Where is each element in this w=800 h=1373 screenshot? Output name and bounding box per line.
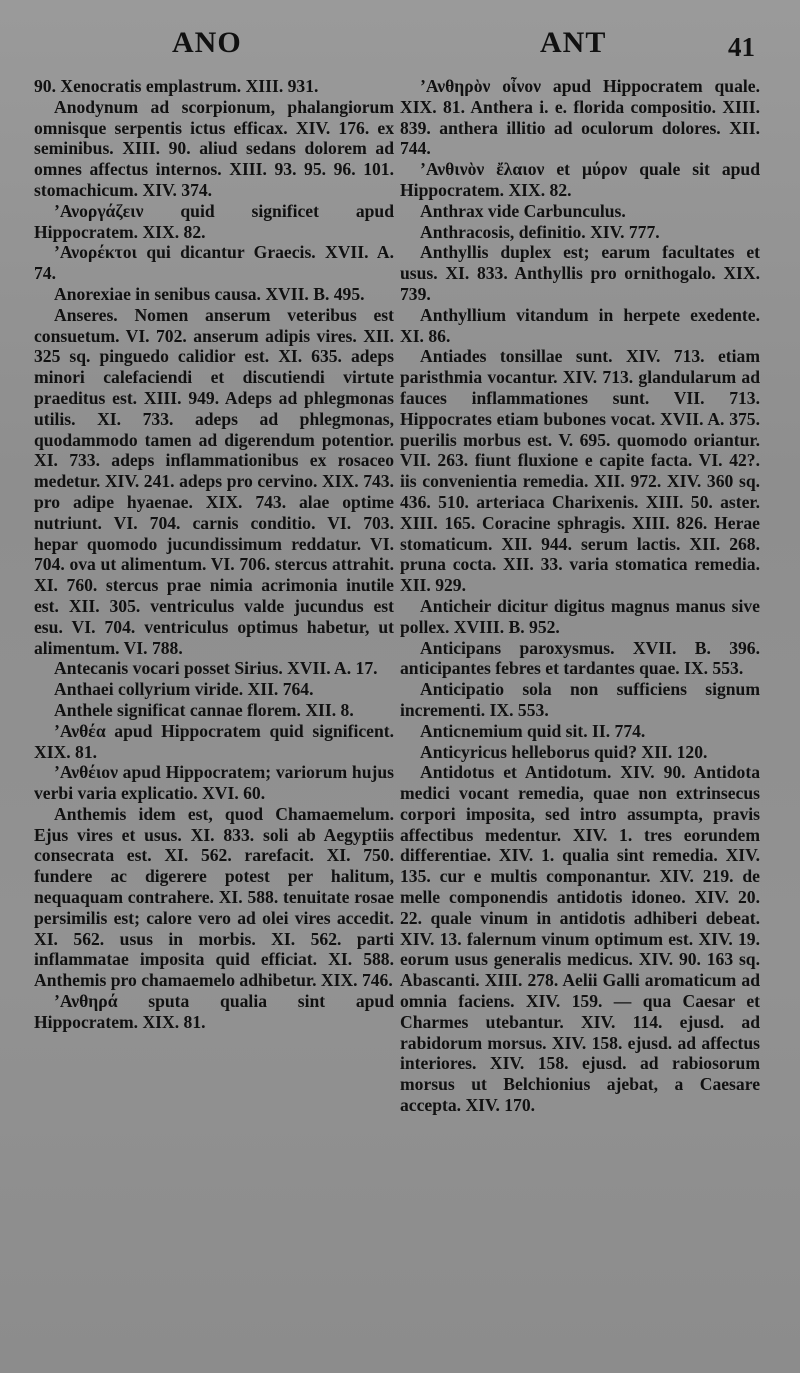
entry: ʼΑνθηρὸν οἶνον apud Hippocratem quale. XIX. 81. Anthera i. e. florida compositio. XIII. 839. anthera illitio ad oculorum dolores. XII. 744. <box>400 76 760 159</box>
entry: Anthele significat cannae florem. XII. 8. <box>54 699 354 720</box>
entry: Anodynum ad scorpionum, phalangiorum omnisque serpentis ictus efficax. XIV. 176. ex seminibus. XIII. 90. aliud sedans dolorem ad omnes affectus internos. XIII. 93. 95. 96. 101. stomachicum. XIV. 374. <box>34 96 394 200</box>
page-header <box>0 22 800 68</box>
page-number: 41 <box>728 32 755 62</box>
entry: Anticipans paroxysmus. XVII. B. 396. anticipantes febres et tardantes quae. IX. 553. <box>400 637 760 679</box>
entry: Antecanis vocari posset Sirius. XVII. A. 17. <box>54 658 378 679</box>
header-left-guideword: ANO <box>172 26 242 59</box>
left-column <box>34 76 394 1033</box>
entry: Anthaei collyrium viride. XII. 764. <box>54 679 314 700</box>
entry: Anticyricus helleborus quid? XII. 120. <box>420 741 708 762</box>
entry: ʼΑνθηρά sputa qualia sint apud Hippocratem. XIX. 81. <box>34 991 394 1032</box>
header-right-guideword: ANT <box>540 26 607 59</box>
entry: ʼΑνοργάζειν quid significet apud Hippocratem. XIX. 82. <box>34 200 394 242</box>
entry: Anthemis idem est, quod Chamaemelum. Ejus vires et usus. XI. 833. soli ab Aegyptiis consecrata est. XI. 562. rarefacit. XI. 750. fundere ac digerere potest per halitum, nequaquam contrahere. XI. 588. tenuitate rosae persimilis est; calore vero ad olei vires accedit. XI. 562. usus in morbis. XI. 562. parti inflammatae imposita quid efficiat. XI. 588. Anthemis pro chamaemelo adhibetur. XIX. 746. <box>34 803 394 991</box>
entry: Anticheir dicitur digitus magnus manus sive pollex. XVIII. B. 952. <box>400 595 760 637</box>
entry: ʼΑνορέκτοι qui dicantur Graecis. XVII. A. 74. <box>34 242 394 284</box>
entry: Antidotus et Antidotum. XIV. 90. Antidota medici vocant remedia, quae non extrinsecus corpori imposita, sed intro assumpta, pravis affectibus medentur. XIV. 1. tres eorundem differentiae. XIV. 1. qualia sint remedia. XIV. 135. cur e multis componantur. XIV. 219. de melle componendis antidotis idoneo. XIV. 20. 22. quale vinum in antidotis adhiberi debeat. XIV. 13. falernum vinum optimum est. XIV. 19. eorum usus generalis medicus. XIV. 90. 163 sq. Abascanti. XIII. 278. Aelii Galli aromaticum ad omnia faciens. XIV. 159. — qua Caesar et Charmes utebantur. XIV. 114. ejusd. ad rabidorum morsus. XIV. 158. ejusd. ad affectus interiores. XIV. 158. ejusd. ad rabiosorum morsus ut Belchionius ajebat, a Caesare accepta. XIV. 170. <box>400 762 760 1116</box>
entry: Anthyllium vitandum in herpete exedente. XI. 86. <box>400 304 760 346</box>
entry: Anthracosis, definitio. XIV. 777. <box>420 221 660 242</box>
right-column <box>400 76 760 1116</box>
entry: Anthyllis duplex est; earum facultates et usus. XI. 833. Anthyllis pro ornithogalo. XIX. 739. <box>400 242 760 304</box>
entry: Anthrax vide Carbunculus. <box>420 200 626 221</box>
entry: Anticnemium quid sit. II. 774. <box>420 720 646 741</box>
entry: Anticipatio sola non sufficiens signum incrementi. IX. 553. <box>400 679 760 720</box>
entry: ʼΑνθέιον apud Hippocratem; variorum hujus verbi varia explicatio. XVI. 60. <box>34 762 394 804</box>
entry: Antiades tonsillae sunt. XIV. 713. etiam paristhmia vocantur. XIV. 713. glandularum ad fauces inflammationes sunt. VII. 713. Hippocrates etiam bubones vocat. XVII. A. 375. puerilis morbus est. V. 695. quomodo oriantur. VII. 263. fiunt fluxione e capite facta. VI. 42?. iis convenientia remedia. XII. 972. XIV. 360 sq. 436. 510. arteriaca Charixenis. XIII. 50. aster. XIII. 165. Coracine sphragis. XIII. 826. Herae stomaticum. XII. 944. serum lactis. XII. 268. pruna cocta. XII. 33. varia stomatica remedia. XII. 929. <box>400 346 760 596</box>
entry: ʼΑνθινὸν ἔλαιον et μύρον quale sit apud Hippocratem. XIX. 82. <box>400 159 760 200</box>
entry: 90. Xenocratis emplastrum. XIII. 931. <box>34 76 319 96</box>
entry: Anorexiae in senibus causa. XVII. B. 495. <box>54 283 365 304</box>
entry: Anseres. Nomen anserum veteribus est consuetum. VI. 702. anserum adipis vires. XII. 325 sq. pinguedo calidior est. XI. 635. adeps minori calefaciendi et discutiendi virtute praeditus est. XIII. 949. Adeps ad phlegmonas utilis. XI. 733. adeps ad phlegmonas, quodammodo tamen ad digerendum potentior. XI. 733. adeps inflammationibus ex rosaceo medetur. XIV. 241. adeps pro cervino. XIX. 743. pro adipe hyaenae. XIX. 743. alae optime nutriunt. VI. 704. carnis conditio. VI. 703. hepar quomodo jucundissimum reddatur. VI. 704. ova ut alimentum. VI. 706. stercus attrahit. XI. 760. stercus prae nimia acrimonia inutile est. XII. 305. ventriculus valde jucundus est esu. VI. 704. ventriculus optimus habetur, ut alimentum. VI. 788. <box>34 304 394 658</box>
entry: ʼΑνθέα apud Hippocratem quid significent. XIX. 81. <box>34 720 394 762</box>
